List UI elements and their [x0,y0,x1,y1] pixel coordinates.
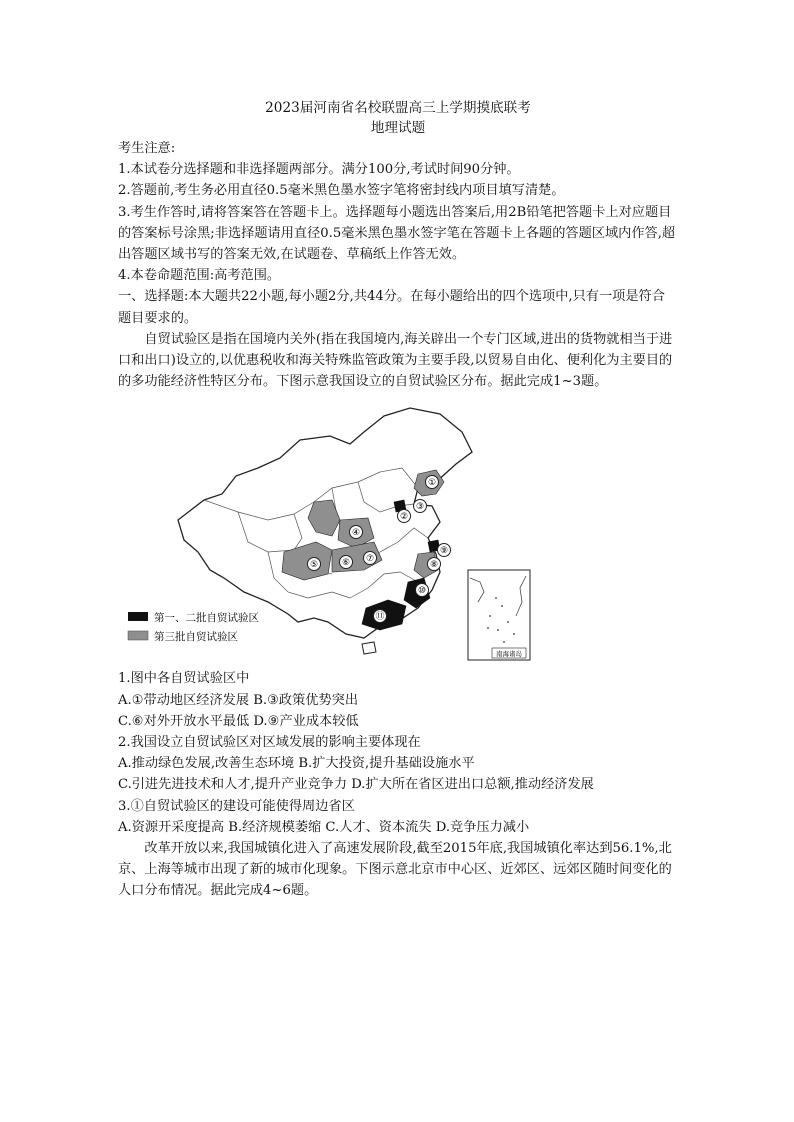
exam-page [118,98,678,902]
inset-label: 南海诸岛 [496,650,522,659]
svg-text:③: ③ [415,502,425,513]
notice-item: 3.考生作答时,请将答案答在答题卡上。选择题每小题选出答案后,用2B铅笔把答题卡上对应题目的答案标号涂黑;非选择题请用直径0.5毫米黑色墨水签字笔在答题卡上各题的答题区域内作答,超出答题区域书写的答案无效,在试题卷、草稿纸上作答无效。 [118,204,676,263]
legend-batch12: 第一、二批自贸试验区 [154,612,259,625]
section-heading: 一、选择题:本大题共22小题,每小题2分,共44分。在每小题给出的四个选项中,只有一项是符合题目要求的。 [118,289,665,326]
exam-title: 2023届河南省名校联盟高三上学期摸底联考 [265,100,531,116]
notice-heading: 考生注意: [118,141,176,156]
svg-text:⑦: ⑦ [365,554,375,565]
legend-batch3: 第三批自贸试验区 [154,631,238,644]
question-options: A.推动绿色发展,改善生态环境 B.扩大投资,提升基础设施水平 [118,756,475,772]
svg-text:⑤: ⑤ [309,560,319,571]
passage: 自贸试验区是指在国境内关外(指在我国境内,海关辟出一个专门区域,进出的货物就相当于进口和出口)设立的,以优惠税收和海关特殊监管政策为主要手段,以贸易自由化、便利化为主要目的的多功能经济性特区分布。下图示意我国设立的自贸试验区分布。据此完成1~3题。 [118,331,673,390]
marker-4 [350,526,363,539]
marker-1 [426,476,439,489]
svg-text:⑪: ⑪ [375,612,385,623]
question-options: C.⑥对外开放水平最低 D.⑨产业成本较低 [118,713,359,729]
marker-10 [416,584,429,597]
svg-text:⑧: ⑧ [429,560,439,571]
marker-2 [398,510,411,523]
marker-5 [308,558,321,571]
svg-text:②: ② [399,512,409,523]
notice-item: 4.本卷命题范围:高考范围。 [118,268,281,284]
question-stem: 3.①自贸试验区的建设可能使得周边省区 [118,798,355,814]
marker-3 [414,500,427,513]
question-options: A.资源开采度提高 B.经济规模萎缩 C.人才、资本流失 D.竞争压力减小 [118,819,530,835]
marker-6 [340,556,353,569]
svg-text:⑩: ⑩ [417,586,427,597]
svg-text:⑥: ⑥ [341,558,351,569]
question-stem: 2.我国设立自贸试验区对区域发展的影响主要体现在 [118,735,421,751]
svg-text:①: ① [427,478,437,489]
notice-item: 2.答题前,考生务必用直径0.5毫米黑色墨水签字笔将密封线内项目填写清楚。 [118,183,565,199]
south-china-sea-inset [468,570,530,660]
marker-7 [364,552,377,565]
notice-item: 1.本试卷分选择题和非选择题两部分。满分100分,考试时间90分钟。 [118,162,520,178]
marker-9 [438,544,451,557]
marker-8 [428,558,441,571]
marker-11 [374,610,387,623]
map-figure [118,402,678,668]
hainan-island [362,642,376,654]
question-options: C.引进先进技术和人才,提升产业竞争力 D.扩大所在省区进出口总额,推动经济发展 [118,777,594,793]
china-ftz-map [118,402,678,668]
exam-subtitle: 地理试题 [370,120,426,136]
question-stem: 1.图中各自贸试验区中 [118,671,250,687]
svg-text:④: ④ [351,528,361,539]
passage: 改革开放以来,我国城镇化进入了高速发展阶段,截至2015年底,我国城镇化率达到56.1%,北京、上海等城市出现了新的城市化现象。下图示意北京市中心区、近郊区、远郊区随时间变化的人口分布情况。据此完成4~6题。 [118,841,672,899]
question-options: A.①带动地区经济发展 B.③政策优势突出 [118,692,359,708]
svg-text:⑨: ⑨ [439,546,449,557]
